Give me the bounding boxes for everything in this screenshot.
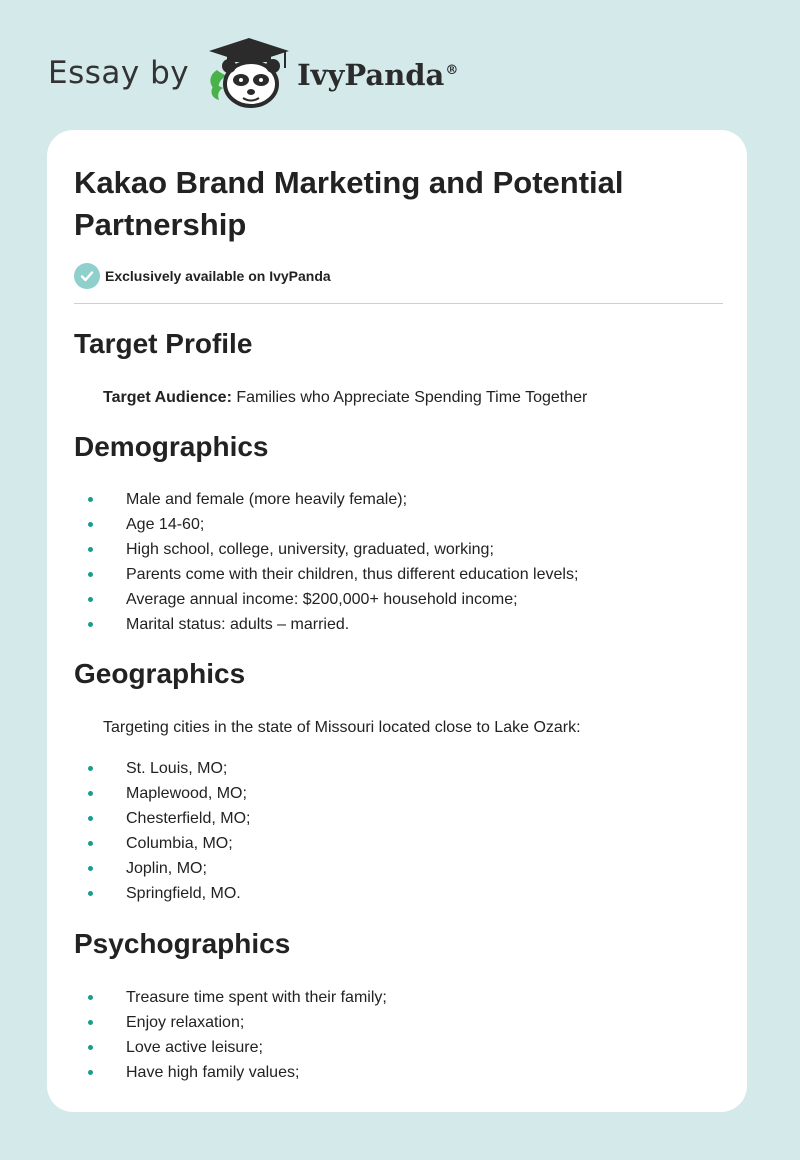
bullet-icon xyxy=(88,572,93,577)
list-item: St. Louis, MO; xyxy=(47,756,250,781)
bullet-icon xyxy=(88,622,93,627)
target-audience-label: Target Audience: xyxy=(103,389,232,406)
essay-by-label: Essay by xyxy=(48,55,190,91)
bullet-icon xyxy=(88,547,93,552)
bullet-icon xyxy=(88,791,93,796)
section-heading-psychographics: Psychographics xyxy=(74,928,291,959)
list-item: Columbia, MO; xyxy=(47,831,250,856)
list-item: Age 14-60; xyxy=(47,512,578,537)
list-item: Average annual income: $200,000+ household income; xyxy=(47,587,578,612)
list-item: Maplewood, MO; xyxy=(47,781,250,806)
bullet-icon xyxy=(88,891,93,896)
exclusive-text: Exclusively available on IvyPanda xyxy=(105,268,331,284)
list-item: Male and female (more heavily female); xyxy=(47,487,578,512)
demographics-list xyxy=(47,487,578,637)
bullet-icon xyxy=(88,866,93,871)
list-item: High school, college, university, graduated, working; xyxy=(47,537,578,562)
list-item: Treasure time spent with their family; xyxy=(47,985,387,1010)
list-item: Love active leisure; xyxy=(47,1035,387,1060)
check-icon xyxy=(74,263,100,289)
list-item: Springfield, MO. xyxy=(47,881,250,906)
bullet-icon xyxy=(88,1045,93,1050)
exclusive-badge xyxy=(74,263,331,289)
list-item: Joplin, MO; xyxy=(47,856,250,881)
list-item: Parents come with their children, thus different education levels; xyxy=(47,562,578,587)
bullet-icon xyxy=(88,497,93,502)
site-header xyxy=(48,36,458,110)
list-item: Enjoy relaxation; xyxy=(47,1010,387,1035)
brand-name[interactable]: IvyPanda® xyxy=(297,58,459,92)
section-heading-target-profile: Target Profile xyxy=(74,328,253,359)
bullet-icon xyxy=(88,1070,93,1075)
geographics-intro: Targeting cities in the state of Missouri located close to Lake Ozark: xyxy=(103,719,581,736)
list-item: Chesterfield, MO; xyxy=(47,806,250,831)
bullet-icon xyxy=(88,1020,93,1025)
page-title: Kakao Brand Marketing and Potential Partnership xyxy=(74,165,624,242)
bullet-icon xyxy=(88,841,93,846)
section-heading-geographics: Geographics xyxy=(74,658,246,689)
divider xyxy=(74,303,723,304)
list-item: Marital status: adults – married. xyxy=(47,612,578,637)
essay-card xyxy=(47,130,747,1112)
target-audience-paragraph xyxy=(103,388,587,408)
bullet-icon xyxy=(88,995,93,1000)
geographics-list xyxy=(47,756,250,906)
section-heading-demographics: Demographics xyxy=(74,431,269,462)
panda-logo-icon[interactable] xyxy=(205,36,293,110)
bullet-icon xyxy=(88,597,93,602)
bullet-icon xyxy=(88,766,93,771)
bullet-icon xyxy=(88,522,93,527)
bullet-icon xyxy=(88,816,93,821)
target-audience-text: Families who Appreciate Spending Time Together xyxy=(231,389,588,406)
psychographics-list xyxy=(47,985,387,1085)
list-item: Have high family values; xyxy=(47,1060,387,1085)
